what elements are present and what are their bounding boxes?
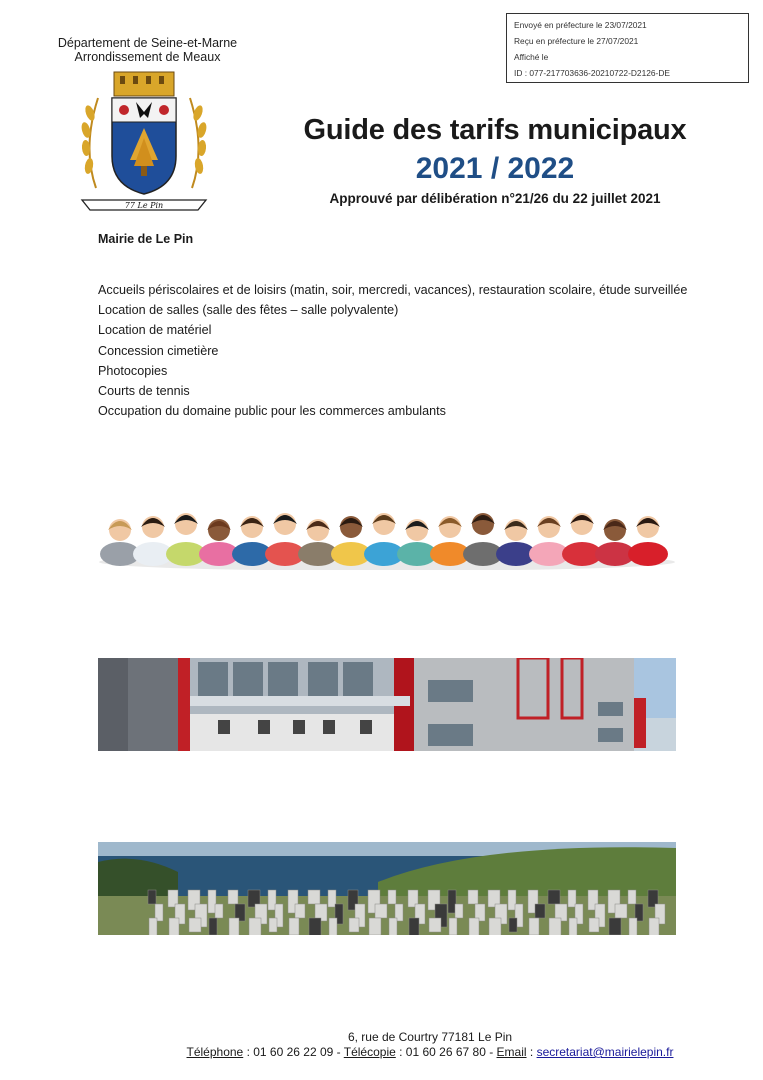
children-photo <box>98 500 676 570</box>
cemetery-photo <box>98 842 676 935</box>
fax-label: Télécopie <box>343 1045 396 1059</box>
email-link[interactable]: secretariat@mairielepin.fr <box>536 1045 674 1059</box>
document-title: Guide des tarifs municipaux <box>303 114 687 146</box>
stamp-sent: Envoyé en préfecture le 23/07/2021 <box>514 20 647 30</box>
services-list <box>98 280 687 421</box>
stamp-received: Reçu en préfecture le 27/07/2021 <box>514 36 639 46</box>
list-item: Occupation du domaine public pour les commerces ambulants <box>98 404 446 419</box>
email-label: Email <box>496 1045 527 1059</box>
building-photo <box>98 658 676 751</box>
department-name: Département de Seine-et-Marne <box>57 36 238 50</box>
list-item: Accueils périscolaires et de loisirs (matin, soir, mercredi, vacances), restauration scolaire, étude surveillée <box>98 283 688 297</box>
fax-number: : 01 60 26 67 80 - <box>395 1045 497 1059</box>
stamp-id: ID : 077-217703636-20210722-D2126-DE <box>514 68 670 78</box>
department-header <box>50 36 245 64</box>
phone-number: : 01 60 26 22 09 - <box>243 1045 344 1059</box>
list-item: Photocopies <box>98 363 168 378</box>
crest-ribbon-text: 77 Le Pin <box>124 201 164 210</box>
arrondissement-name: Arrondissement de Meaux <box>74 50 221 64</box>
footer-contact <box>170 1045 690 1059</box>
approval-line: Approuvé par délibération n°21/26 du 22 juillet 2021 <box>329 191 661 206</box>
stamp-posted: Affiché le <box>514 52 549 62</box>
list-item: Courts de tennis <box>98 384 190 399</box>
email-separator: : <box>526 1045 537 1059</box>
list-item: Location de salles (salle des fêtes – salle polyvalente) <box>98 303 399 318</box>
crest-emblem <box>76 68 212 218</box>
list-item: Concession cimetière <box>98 343 219 358</box>
mairie-name: Mairie de Le Pin <box>98 232 194 246</box>
phone-label: Téléphone <box>186 1045 244 1059</box>
prefecture-stamp <box>506 13 749 83</box>
list-item: Location de matériel <box>98 323 212 338</box>
document-year: 2021 / 2022 <box>415 152 575 185</box>
footer-address: 6, rue de Courtry 77181 Le Pin <box>347 1030 513 1044</box>
